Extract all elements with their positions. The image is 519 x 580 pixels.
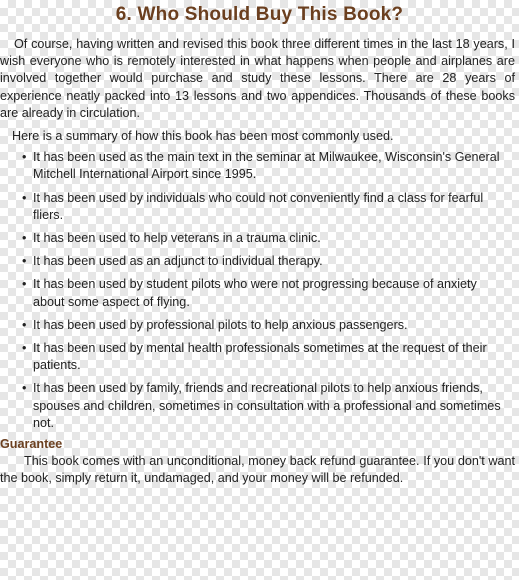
bullet-icon: •: [22, 190, 27, 205]
list-item: [0, 230, 517, 247]
bullet-icon: •: [22, 381, 27, 396]
bullet-icon: •: [22, 150, 27, 165]
bullet-icon: •: [22, 277, 27, 292]
bullet-icon: •: [22, 254, 27, 269]
uses-list: [0, 149, 517, 432]
list-item: [0, 317, 517, 334]
document-body: [0, 36, 517, 488]
bullet-icon: •: [22, 317, 27, 332]
list-item: [0, 380, 517, 432]
list-item-text: It has been used by mental health professionals sometimes at the request of their patients.: [33, 341, 487, 373]
list-item-text: It has been used to help veterans in a trauma clinic.: [33, 231, 321, 246]
guarantee-paragraph: This book comes with an unconditional, money back refund guarantee. If you don't want the book, simply return it, undamaged, and your money will be refunded.: [0, 454, 515, 486]
list-item-text: It has been used by family, friends and recreational pilots to help anxious friends, spouses and children, sometimes in consultation with a professional and sometimes not.: [33, 381, 501, 430]
list-item-text: It has been used by student pilots who were not progressing because of anxiety about some aspect of flying.: [33, 277, 477, 309]
bullet-icon: •: [22, 341, 27, 356]
intro-paragraph: Of course, having written and revised this book three different times in the last 18 years, I wish everyone who is remotely interested in what happens when people and airplanes are involved together would purchase and study these lessons. There are 28 years of experience neatly packed into 13 lessons and two appendices. Thousands of these books are already in circulation.: [0, 37, 515, 120]
bullet-icon: •: [22, 231, 27, 246]
list-item-text: It has been used by individuals who could not conveniently find a class for fearful fliers.: [33, 190, 484, 222]
list-item-text: It has been used by professional pilots to help anxious passengers.: [33, 317, 408, 332]
page-title: 6. Who Should Buy This Book?: [115, 4, 404, 25]
list-item: [0, 340, 517, 374]
list-item: [0, 253, 517, 270]
summary-line: Here is a summary of how this book has been most commonly used.: [12, 129, 394, 144]
list-item-text: It has been used as an adjunct to individual therapy.: [33, 254, 323, 269]
list-item: [0, 190, 517, 224]
guarantee-heading: Guarantee: [0, 437, 63, 452]
list-item: [0, 149, 517, 183]
list-item-text: It has been used as the main text in the seminar at Milwaukee, Wisconsin's General Mitchell International Airport since 1995.: [33, 150, 500, 182]
list-item: [0, 276, 517, 310]
